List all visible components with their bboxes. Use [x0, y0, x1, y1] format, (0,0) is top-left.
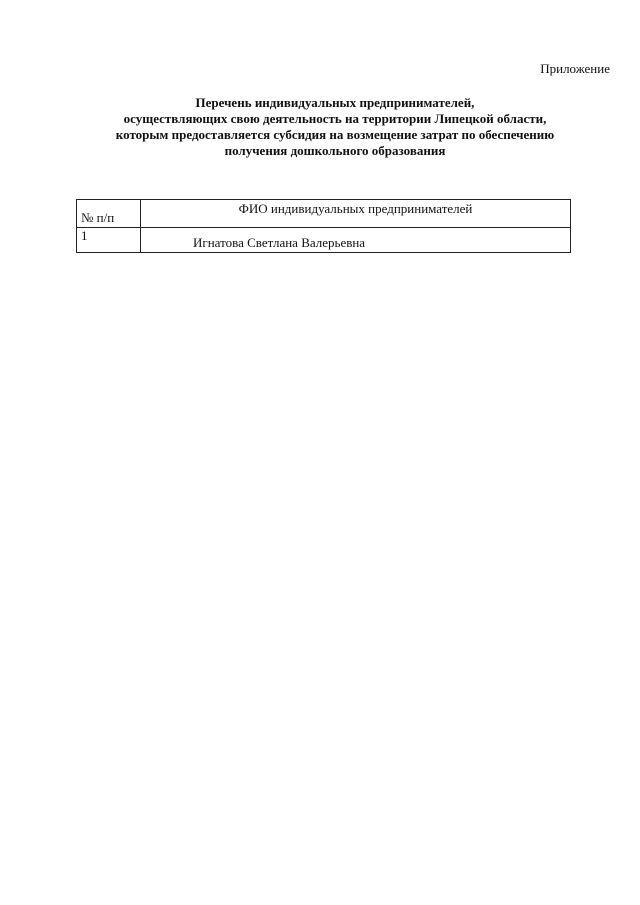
row-full-name: Игнатова Светлана Валерьевна	[141, 228, 571, 253]
appendix-label: Приложение	[540, 61, 610, 76]
title-line: которым предоставляется субсидия на возмещение затрат по обеспечению	[115, 127, 555, 142]
title-line: получения дошкольного образования	[224, 143, 446, 158]
entrepreneurs-table	[76, 199, 571, 253]
header-full-name: ФИО индивидуальных предпринимателей	[141, 200, 571, 228]
row-number: 1	[77, 228, 141, 253]
title-line: осуществляющих свою деятельность на территории Липецкой области,	[123, 111, 547, 126]
table-header-row	[77, 200, 571, 228]
document-title	[60, 95, 610, 159]
table-row	[77, 228, 571, 253]
header-number: № п/п	[77, 200, 141, 228]
title-line: Перечень индивидуальных предпринимателей,	[195, 95, 475, 110]
